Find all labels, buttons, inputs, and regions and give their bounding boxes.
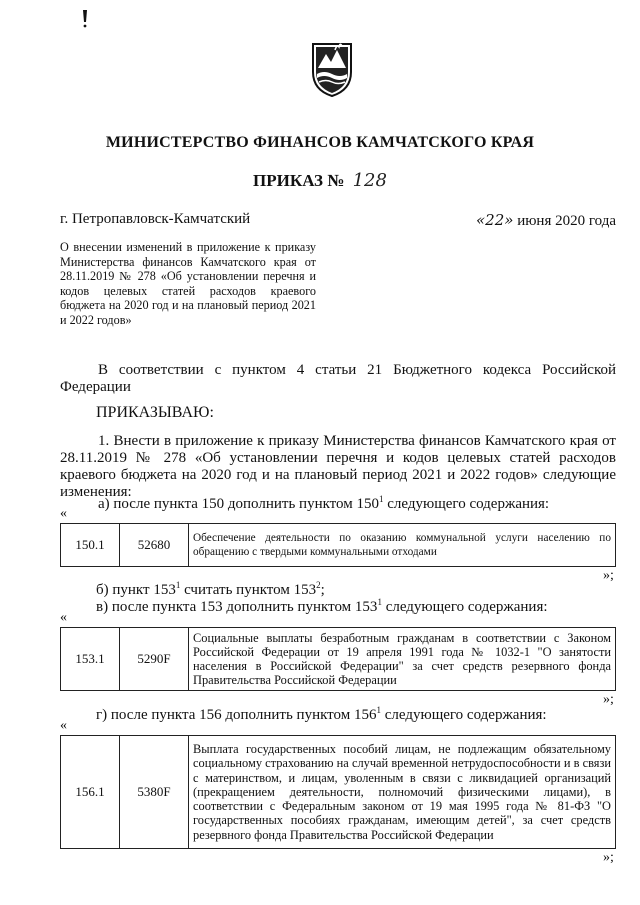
item-text-cell: Выплата государственных пособий лицам, не подлежащим обязательному социальному страхованию на случай временной нетрудоспособности и в связи с материнством, и лицам, уволенным в связи с ликвидацией организаций (прекращением деятельности, полномочий физическими лицами), в соответствии с Федеральным законом от 19 мая 1995 года № 81-ФЗ "О государственных пособиях гражданам, имеющим детей", за счет средств резервного фонда Правительства Российской Федерации (189, 736, 616, 849)
item-text-cell: Обеспечение деятельности по оказанию коммунальной услуги населению по обращению с твердыми коммунальными отходами (189, 524, 616, 567)
subitem-b: б) пункт $153^1$ считать пунктом $153^2$; (96, 580, 325, 598)
order-subject: О внесении изменений в приложение к приказу Министерства финансов Камчатского края от 28.11.2019 № 278 «Об установлении перечня и кодов целевых статей расходов краевого бюджета на 2020 год и на плановый период 2021 и 2022 годов» (60, 240, 316, 327)
item-text-cell: Социальные выплаты безработным гражданам в соответствии с Законом Российской Федерации от 19 апреля 1991 года № 1032-1 "О занятости населения в Российской Федерации" за счет средств резервного фонда Правительства Российской Федерации (189, 628, 616, 691)
table-item-156-1 (60, 735, 616, 849)
table-row (61, 736, 616, 849)
subitem-v: в) после пункта 153 дополнить пунктом $153^1$ следующего содержания: (96, 597, 548, 615)
order-date (476, 211, 616, 230)
quote-close-v: »; (603, 692, 614, 707)
subitem-a: а) после пункта 150 дополнить пунктом $150^1$ следующего содержания: (98, 494, 550, 512)
quote-open-v: « (60, 610, 67, 625)
item-code-cell: 5290F (120, 628, 189, 691)
date-day: «22» (476, 211, 514, 229)
city-line: г. Петропавловск-Камчатский (60, 211, 251, 227)
ministry-title: МИНИСТЕРСТВО ФИНАНСОВ КАМЧАТСКОГО КРАЯ (105, 134, 535, 151)
quote-close-g: »; (603, 850, 614, 865)
legal-basis-paragraph: В соответствии с пунктом 4 статьи 21 Бюджетного кодекса Российской Федерации (60, 362, 616, 395)
item-code-cell: 5380F (120, 736, 189, 849)
quote-open-g: « (60, 718, 67, 733)
subitem-g: г) после пункта 156 дополнить пунктом $156^1$ следующего содержания: (96, 705, 547, 723)
table-item-150-1 (60, 523, 616, 567)
date-rest: июня 2020 года (517, 213, 616, 229)
quote-open-a: « (60, 506, 67, 521)
order-label: ПРИКАЗ № (253, 171, 345, 190)
coat-of-arms-emblem (309, 38, 355, 98)
item-code-cell: 52680 (120, 524, 189, 567)
item-1-paragraph: 1. Внести в приложение к приказу Министерства финансов Камчатского края от 28.11.2019 № 278 «Об установлении перечня и кодов целевых статей расходов краевого бюджета на 2020 год и на плановый период 2021 и 2022 годов» следующие изменения: (60, 433, 616, 500)
decree-word: ПРИКАЗЫВАЮ: (96, 404, 214, 421)
order-number: 128 (352, 170, 387, 191)
quote-close-a: »; (603, 568, 614, 583)
table-row (61, 524, 616, 567)
item-number-cell: 156.1 (61, 736, 120, 849)
table-row (61, 628, 616, 691)
item-number-cell: 150.1 (61, 524, 120, 567)
order-heading (0, 170, 640, 191)
table-item-153-1 (60, 627, 616, 691)
scan-mark (82, 10, 88, 28)
item-number-cell: 153.1 (61, 628, 120, 691)
